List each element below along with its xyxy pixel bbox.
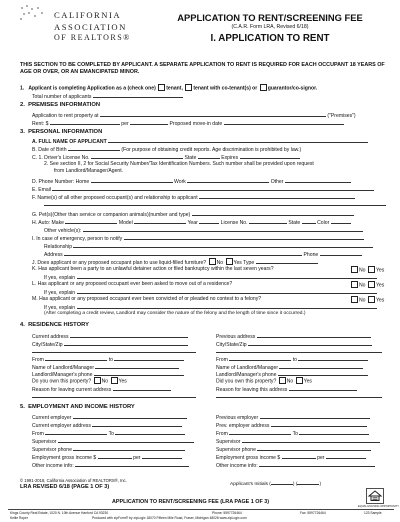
s4-title: RESIDENCE HISTORY: [28, 322, 89, 328]
prev-sup-field[interactable]: [242, 437, 380, 443]
occupants-label: F. Name(s) of all other proposed occupant(s) and relationship to applicant: [32, 195, 198, 201]
license-label: C. 1. Driver's License No.: [32, 155, 90, 161]
prev-gross-field[interactable]: [282, 453, 316, 459]
cur-empaddr-row: [32, 421, 182, 429]
cur-mgrph-field[interactable]: [94, 370, 184, 376]
premises-label: Application to rent property at: [32, 113, 99, 119]
cur-addr-label: Current address: [32, 334, 69, 340]
cur-own-no-label: No: [101, 378, 109, 385]
other-vehicle-field[interactable]: [83, 226, 363, 232]
s1-line: [20, 84, 317, 92]
cur-own-row: [32, 377, 127, 385]
s3-heading: [20, 129, 102, 135]
footer-initials-row: [230, 479, 321, 488]
cur-supph-row: [32, 445, 185, 453]
cur-gross-field[interactable]: [98, 453, 132, 459]
felony-yes-checkbox[interactable]: [368, 296, 375, 303]
relationship-field[interactable]: [73, 242, 373, 248]
prev-emp-field[interactable]: [260, 413, 370, 419]
premises-quote: ("Premises"): [327, 113, 356, 119]
emergency-phone-label: Phone: [303, 252, 319, 258]
guarantor-checkbox[interactable]: [260, 84, 267, 91]
detainer-label: K. Has applicant been a party to an unlawful detainer action or filed bankruptcy within the last seven years?: [32, 266, 274, 272]
cur-addr-field[interactable]: [70, 332, 188, 338]
moveout-no-label: No: [359, 282, 366, 289]
prev-supph-label: Supervisor phone: [216, 447, 256, 453]
s5-heading: [20, 404, 135, 410]
cur-from-field[interactable]: [45, 355, 107, 361]
cur-sup-row: [32, 437, 194, 445]
prev-gross-label: Employment gross income $: [216, 455, 281, 461]
prev-own-no-checkbox[interactable]: [279, 377, 286, 384]
moveout-yes-label: Yes: [375, 282, 385, 289]
cur-emp-label: Current employer: [32, 415, 72, 421]
cur-other-row: [32, 461, 189, 469]
footer-divider: [8, 509, 394, 510]
license-expires-label: Expires: [221, 155, 239, 161]
pets-row: [32, 210, 354, 218]
s1-opt1: tenant,: [166, 85, 183, 92]
furniture-yes-checkbox[interactable]: [226, 258, 233, 265]
section-title: I. APPLICATION TO RENT: [210, 33, 330, 44]
auto-year-label: Year: [187, 220, 198, 226]
prev-empaddr-row: [216, 421, 367, 429]
form-subtitle: (C.A.R. Form LRA, Revised 6/18): [231, 24, 309, 30]
form-title: APPLICATION TO RENT/SCREENING FEE: [177, 12, 363, 23]
cur-supph-field[interactable]: [73, 445, 185, 451]
furniture-label: J. Does applicant or any proposed occupant plan to use liquid-filled furniture?: [32, 260, 207, 266]
movein-field[interactable]: [224, 119, 344, 125]
cur-city-row: [32, 340, 188, 348]
cur-emp-row: [32, 413, 187, 421]
cur-gross-per: per: [133, 455, 141, 461]
felony-note: (After completing a credit review, Landlord may consider the nature of the felony and the length of time since it occurred.): [44, 311, 306, 316]
prev-empaddr-field[interactable]: [271, 421, 367, 427]
license-field[interactable]: [91, 153, 183, 159]
prev-emp-label: Previous employer: [216, 415, 259, 421]
address-row: [44, 250, 362, 258]
moveout-yes-checkbox[interactable]: [368, 281, 375, 288]
detainer-explain-label: If yes, explain: [44, 275, 76, 281]
prev-addr-label: Previous address: [216, 334, 256, 340]
prev-from-row: [216, 355, 368, 363]
cur-empfrom-label: From: [32, 431, 44, 437]
cur-gross-per-field[interactable]: [142, 453, 182, 459]
s5-title: EMPLOYMENT AND INCOME HISTORY: [28, 404, 135, 410]
prev-reason-line2[interactable]: [216, 397, 382, 398]
cur-empfrom-row: [32, 429, 185, 437]
cur-city-field[interactable]: [64, 340, 188, 346]
form-header: [150, 12, 390, 44]
prev-empfrom-label: From: [216, 431, 228, 437]
felony-yes-label: Yes: [375, 297, 385, 304]
email-label: E. Email: [32, 187, 51, 193]
prev-reason-label: Reason for leaving this address: [216, 387, 288, 393]
license-state-field[interactable]: [198, 153, 220, 159]
relationship-row: [44, 242, 373, 250]
cur-other-field[interactable]: [75, 461, 189, 467]
felony-explain-label: If yes, explain: [44, 305, 76, 311]
cur-mgr-label: Name of Landlord/Manager: [32, 365, 95, 371]
rent-row: [32, 119, 344, 127]
initials-field-1[interactable]: [271, 479, 293, 485]
cur-sup-label: Supervisor: [32, 439, 57, 445]
prev-own-row: [216, 377, 312, 385]
rent-per-field[interactable]: [130, 119, 168, 125]
cur-empaddr-field[interactable]: [92, 421, 182, 427]
prev-sup-row: [216, 437, 380, 445]
prev-from-field[interactable]: [229, 355, 291, 361]
s2-num: 2.: [20, 102, 25, 108]
auto-model-field[interactable]: [134, 218, 186, 224]
prev-own-yes-label: Yes: [303, 378, 312, 385]
phone-other-label: Other: [270, 179, 284, 185]
detainer-no-label: No: [359, 267, 366, 274]
footer-sample: 123 Sample: [364, 511, 382, 515]
auto-make-label: H. Auto: Make: [32, 220, 64, 226]
cur-from-row: [32, 355, 184, 363]
auto-color-label: Color: [317, 220, 330, 226]
phone-other-field[interactable]: [285, 177, 351, 183]
prev-to-field[interactable]: [298, 355, 368, 361]
ssn-note2: from Landlord/Manager/Agent.: [54, 168, 124, 174]
prev-gross-per-field[interactable]: [326, 453, 366, 459]
cur-to-field[interactable]: [114, 355, 184, 361]
cur-own-no-checkbox[interactable]: [94, 377, 101, 384]
logo-line3: OF REALTORS®: [54, 33, 131, 42]
prev-empto-label: To: [292, 431, 299, 437]
s3-title: PERSONAL INFORMATION: [28, 129, 103, 135]
cur-reason-field[interactable]: [113, 385, 171, 391]
footer-broker: Kings County Real Estate, 1020 N. 10th Avenue Hanford CA 93230: [10, 511, 109, 515]
cur-reason-row: [32, 385, 171, 393]
prev-city-field[interactable]: [248, 340, 372, 346]
prev-to-label: to: [292, 357, 297, 363]
dob-field[interactable]: [68, 145, 120, 151]
tenant-checkbox[interactable]: [158, 84, 165, 91]
prev-city-row: [216, 340, 372, 348]
footer-initials-end: ): [319, 482, 322, 487]
prev-empfrom-row: [216, 429, 369, 437]
cotenant-checkbox[interactable]: [185, 84, 192, 91]
cur-supph-label: Supervisor phone: [32, 447, 72, 453]
prev-other-field[interactable]: [259, 461, 375, 467]
s2-heading: [20, 102, 100, 108]
felony-explain-field[interactable]: [77, 303, 377, 309]
dob-label: B. Date of Birth: [32, 147, 67, 153]
s2-title: PREMISES INFORMATION: [28, 102, 101, 108]
rent-label: Rent: $: [32, 121, 49, 127]
felony-row: [32, 296, 385, 304]
occupants-line2[interactable]: [44, 205, 386, 206]
initials-field-2[interactable]: [297, 479, 322, 487]
cur-reason-label: Reason for leaving current address: [32, 387, 112, 393]
cur-empfrom-field[interactable]: [45, 429, 107, 435]
cur-own-label: Do you own this property?: [32, 378, 92, 385]
emergency-phone-field[interactable]: [320, 250, 362, 256]
s1-opt2: tenant with co-tenant(s) or: [193, 85, 258, 92]
furniture-row: [32, 258, 318, 266]
prev-supph-row: [216, 445, 371, 453]
premises-field[interactable]: [100, 111, 326, 117]
cur-own-yes-label: Yes: [118, 378, 127, 385]
cur-empto-label: To: [108, 431, 115, 437]
furniture-type-field[interactable]: [256, 258, 318, 264]
cur-from-label: From: [32, 357, 44, 363]
eho-label: EQUAL HOUSING OPPORTUNITY: [358, 505, 399, 508]
prev-addr-field[interactable]: [257, 332, 371, 338]
detainer-no-checkbox[interactable]: [351, 266, 358, 273]
emergency-field[interactable]: [124, 234, 364, 240]
detainer-explain-field[interactable]: [77, 273, 377, 279]
auto-state-label: State: [288, 220, 301, 226]
furniture-yes-label: Yes Type: [233, 260, 255, 266]
prev-addr-line3[interactable]: [216, 352, 382, 353]
emergency-address-label: Address: [44, 252, 63, 258]
prev-city-label: City/State/Zip: [216, 342, 247, 348]
cur-city-label: City/State/Zip: [32, 342, 63, 348]
logo-line2: ASSOCIATION: [54, 22, 127, 32]
emergency-address-field[interactable]: [64, 250, 302, 256]
detainer-row: [32, 266, 385, 274]
footer-center-title: APPLICATION TO RENT/SCREENING FEE (LRA PAGE 1 OF 3): [112, 499, 270, 505]
intro-text: THIS SECTION TO BE COMPLETED BY APPLICANT. A SEPARATE APPLICATION TO RENT IS REQUIRED FOR EACH OCCUPANT 18 YEARS OF AGE OR OVER, OR AN EMANCIPATED MINOR.: [20, 62, 385, 76]
relationship-label: Relationship: [44, 244, 73, 250]
phone-work-field[interactable]: [187, 177, 269, 183]
furniture-no-checkbox[interactable]: [209, 258, 216, 265]
prev-mgr-label: Name of Landlord/Manager: [216, 365, 279, 371]
moveout-row: [32, 281, 385, 289]
footer-phone: Phone: 5597726464: [212, 511, 242, 515]
license-row: [32, 153, 300, 161]
moveout-explain-row: [44, 288, 377, 296]
prev-own-yes-checkbox[interactable]: [296, 377, 303, 384]
s4-heading: [20, 322, 89, 328]
cur-empaddr-label: Current employer address: [32, 423, 91, 429]
prev-other-row: [216, 461, 375, 469]
cur-mgr-field[interactable]: [95, 363, 179, 369]
fullname-field[interactable]: [108, 137, 368, 143]
footer-fax: Fax: 5597726464: [300, 511, 326, 515]
auto-year-field[interactable]: [199, 218, 219, 224]
other-vehicle-label: Other vehicle(s):: [44, 228, 82, 234]
equal-housing-icon: [366, 488, 384, 504]
prev-emp-row: [216, 413, 370, 421]
per-label: per: [121, 121, 129, 127]
felony-explain-row: [44, 303, 377, 311]
car-logo: [18, 4, 130, 50]
prev-reason-row: [216, 385, 357, 393]
cur-to-label: to: [108, 357, 113, 363]
prev-sup-label: Supervisor: [216, 439, 241, 445]
total-applicants-field[interactable]: [93, 92, 183, 98]
prev-own-label: Did you own this property?: [216, 378, 277, 385]
fullname-label: A. FULL NAME OF APPLICANT: [32, 139, 107, 145]
prev-supph-field[interactable]: [257, 445, 371, 451]
prev-empaddr-label: Prev. employer address: [216, 423, 270, 429]
cur-reason-line2[interactable]: [32, 397, 196, 398]
phone-work-label: Work: [174, 179, 186, 185]
logo-mark-icon: [18, 4, 48, 24]
auto-model-label: Model: [118, 220, 133, 226]
cur-emp-field[interactable]: [73, 413, 187, 419]
auto-license-field[interactable]: [249, 218, 287, 224]
moveout-explain-label: If yes, explain: [44, 290, 76, 296]
moveout-explain-field[interactable]: [77, 288, 377, 294]
license-state-label: State: [184, 155, 197, 161]
auto-make-field[interactable]: [65, 218, 117, 224]
felony-no-label: No: [359, 297, 366, 304]
prev-mgrph-field[interactable]: [278, 370, 368, 376]
cur-gross-label: Employment gross income $: [32, 455, 97, 461]
logo-line1: CALIFORNIA: [54, 10, 122, 20]
cur-other-label: Other income info:: [32, 463, 74, 469]
auto-color-field[interactable]: [331, 218, 351, 224]
s3-num: 3.: [20, 129, 25, 135]
cur-mgrph-label: Landlord/Manager's phone: [32, 372, 93, 378]
footer-produced: Produced with zipForm® by zipLogix 18070 Fifteen Mile Road, Fraser, Michigan 48026 www.zipLogix.com: [92, 516, 247, 520]
footer-initials-mid: ) (: [292, 482, 298, 487]
cur-own-yes-checkbox[interactable]: [111, 377, 118, 384]
moveout-label: L. Has applicant or any proposed occupant ever been asked to move out of a residence?: [32, 281, 233, 287]
furniture-no-label: No: [216, 260, 224, 266]
email-field[interactable]: [52, 185, 374, 191]
movein-label: Proposed move-in date: [169, 121, 223, 127]
prev-gross-row: [216, 453, 366, 461]
footer-initials-label: Applicant's Initials (: [230, 482, 271, 487]
other-vehicle-row: [44, 226, 363, 234]
prev-mgrph-label: Landlord/Manager's phone: [216, 372, 277, 378]
prev-reason-field[interactable]: [289, 385, 357, 391]
auto-state-field[interactable]: [302, 218, 316, 224]
prev-mgr-field[interactable]: [279, 363, 363, 369]
prev-from-label: From: [216, 357, 228, 363]
rent-field[interactable]: [50, 119, 120, 125]
total-applicants-label: Total number of applicants: [32, 94, 92, 100]
detainer-explain-row: [44, 273, 377, 281]
felony-no-checkbox[interactable]: [351, 296, 358, 303]
cur-empto-field[interactable]: [115, 429, 185, 435]
ssn-note: 2. See section II, 2 for Social Security Number/Tax Identification Numbers. Such number shall be provided upon request: [44, 161, 314, 167]
emergency-row: [32, 234, 364, 242]
detainer-yes-checkbox[interactable]: [368, 266, 375, 273]
moveout-no-checkbox[interactable]: [351, 281, 358, 288]
detainer-yes-label: Yes: [375, 267, 385, 274]
felony-label: M. Has applicant or any proposed occupant ever been convicted of or pleaded no contest to a felony?: [32, 296, 262, 302]
license-expires-field[interactable]: [240, 153, 300, 159]
footer-agent: Kellie Roper: [10, 516, 28, 520]
footer-copyright: © 1991-2018, California Association of REALTORS®, Inc.: [20, 478, 127, 483]
pets-label: G. Pet(s)(Other than service or companion animals)(number and type): [32, 212, 191, 218]
phone-home-field[interactable]: [91, 177, 173, 183]
prev-own-no-label: No: [286, 378, 294, 385]
prev-empto-field[interactable]: [299, 429, 369, 435]
emergency-label: I. In case of emergency, person to notify: [32, 236, 123, 242]
pets-field[interactable]: [192, 210, 354, 216]
prev-empfrom-field[interactable]: [229, 429, 291, 435]
cur-gross-row: [32, 453, 182, 461]
total-applicants-row: [32, 92, 183, 100]
s1-text: Applicant is completing Application as a (check one): [28, 85, 156, 92]
occupants-row: [32, 193, 355, 201]
prev-other-label: Other income info:: [216, 463, 258, 469]
prev-gross-per: per: [317, 455, 325, 461]
email-row: [32, 185, 374, 193]
s1-num: 1.: [20, 85, 25, 92]
s4-num: 4.: [20, 322, 25, 328]
fullname-row: [32, 137, 368, 145]
footer-form-id: LRA REVISED 6/18 (PAGE 1 OF 3): [20, 484, 110, 490]
phone-row: [32, 177, 351, 185]
auto-license-label: License No.: [220, 220, 248, 226]
cur-sup-field[interactable]: [58, 437, 194, 443]
s1-opt3: guarantor/co-signor.: [267, 85, 318, 92]
cur-addr-line3[interactable]: [32, 352, 196, 353]
cur-addr-row: [32, 332, 188, 340]
s5-num: 5.: [20, 404, 25, 410]
prev-addr-row: [216, 332, 371, 340]
dob-note: (For purpose of obtaining credit reports. Age discrimination is prohibited by law.): [121, 147, 302, 153]
auto-row: [32, 218, 351, 226]
dob-row: [32, 145, 301, 153]
occupants-field[interactable]: [199, 193, 355, 199]
phone-home-label: D. Phone Number: Home: [32, 179, 90, 185]
premises-row: [32, 111, 356, 119]
